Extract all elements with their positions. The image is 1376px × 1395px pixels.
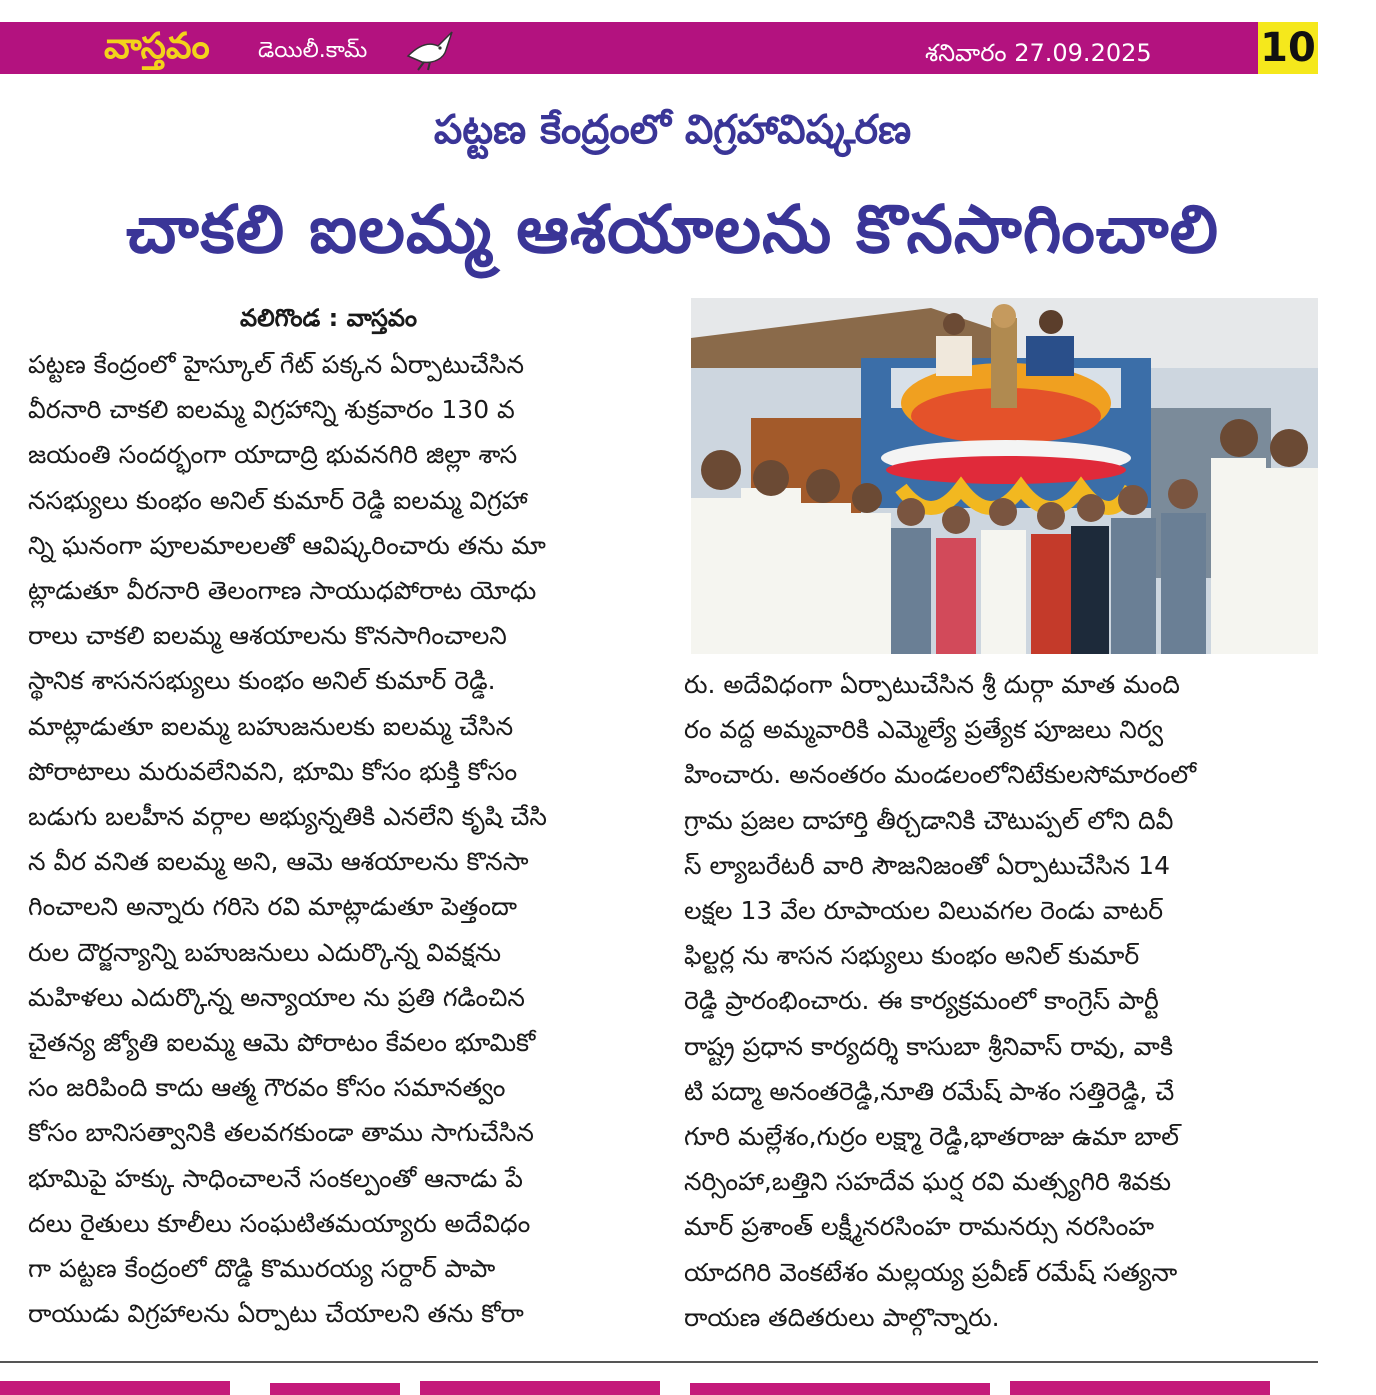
article-text-line: వీరనారి చాకలి ఐలమ్మ విగ్రహాన్ని శుక్రవారం 130 వ: [28, 395, 515, 425]
article-text-line: పోరాటాలు మరువలేనివని, భూమి కోసం భుక్తి కోసం: [28, 756, 518, 786]
article-text-line: హించారు. అనంతరం మండలంలోనిటేకులసోమారంలో: [684, 760, 1197, 790]
masthead-site-name: డెయిలీ.కామ్: [258, 38, 368, 63]
article-text-line: రాలు చాకలి ఐలమ్మ ఆశయాలను కొనసాగించాలని: [28, 621, 507, 651]
article-text-line: యాదగిరి వెంకటేశం మల్లయ్య ప్రవీణ్ రమేష్ సత్యనా: [684, 1257, 1178, 1287]
article-text-line: న్ని ఘనంగా పూలమాలలతో ఆవిష్కరించారు తను మా: [28, 530, 546, 560]
article-text-line: రుల దౌర్జన్యాన్ని బహుజనులు ఎదుర్కొన్న వివక్షను: [28, 937, 502, 967]
article-text-line: మార్ ప్రశాంత్ లక్ష్మీనరసింహ రామనర్సు నరసింహ: [684, 1212, 1155, 1242]
article-text-line: పట్టణ కేంద్రంలో హైస్కూల్ గేట్ పక్కన ఏర్పాటుచేసిన: [28, 350, 525, 379]
article-text-line: మహిళలు ఎదుర్కొన్న అన్యాయాల ను ప్రతి గడించిన: [28, 982, 525, 1012]
article-text-line: లక్షల 13 వేల రూపాయల విలువగల రెండు వాటర్: [684, 896, 1164, 926]
article-text-line: దలు రైతులు కూలీలు సంఘటితమయ్యారు అదేవిధం: [28, 1208, 531, 1238]
article-text-line: రం వద్ద అమ్మవారికి ఎమ్మెల్యే ప్రత్యేక పూజలు నిర్వ: [684, 715, 1164, 745]
section-divider: [0, 1361, 1318, 1363]
article-dateline: వలిగొండ : వాస్తవం: [240, 304, 418, 332]
article-text-line: రాష్ట్ర ప్రధాన కార్యదర్శి కాసుబా శ్రీనివాస్ రావు, వాకి: [684, 1031, 1174, 1061]
issue-date: శనివారం 27.09.2025: [925, 39, 1152, 67]
article-text-line: న వీర వనిత ఐలమ్మ అని, ఆమె ఆశయాలను కొనసా: [28, 847, 529, 877]
article-text-line: గ్రామ ప్రజల దాహార్తి తీర్చడానికి చౌటుప్పల్ లోని దివీ: [684, 805, 1174, 835]
article-text-line: రెడ్డి ప్రారంభించారు. ఈ కార్యక్రమంలో కాంగ్రెస్ పార్టీ: [684, 986, 1159, 1016]
article-text-line: జయంతి సందర్భంగా యాదాద్రి భువనగిరి జిల్లా శాస: [28, 440, 518, 470]
article-text-line: నర్సింహా,బత్తిని సహదేవ ఘర్ష రవి మత్స్యగిరి శివకు: [684, 1167, 1172, 1197]
article-text-line: రు. అదేవిధంగా ఏర్పాటుచేసిన శ్రీ దుర్గా మాత మంది: [684, 670, 1180, 699]
article-text-line: రాయణ తదితరులు పాల్గొన్నారు.: [684, 1302, 1000, 1332]
article-kicker: పట్టణ కేంద్రంలో విగ్రహావిష్కరణ: [433, 107, 912, 153]
article-text-line: సం జరిపింది కాదు ఆత్మ గౌరవం కోసం సమానత్వం: [28, 1073, 506, 1103]
article-text-line: గూరి మల్లేశం,గుర్రం లక్ష్మా రెడ్డి,భాతరాజు ఉమా బాల్: [684, 1122, 1179, 1152]
article-text-line: బడుగు బలహీన వర్గాల అభ్యున్నతికి ఎనలేని కృషి చేసి: [28, 802, 547, 832]
article-column-2: [684, 662, 1316, 1340]
article-text-line: రాయుడు విగ్రహాలను ఏర్పాటు చేయాలని తను కోరా: [28, 1299, 524, 1329]
article-text-line: గించాలని అన్నారు గరిసె రవి మాట్లాడుతూ పెత్తందా: [28, 892, 517, 922]
article-text-line: మాట్లాడుతూ ఐలమ్మ బహుజనులకు ఐలమ్మ చేసిన: [28, 711, 514, 741]
next-headline-cropped: [0, 1375, 1376, 1395]
bird-logo-icon: [404, 26, 456, 72]
article-text-line: టి పద్మా అనంతరెడ్డి,నూతి రమేష్ పాశం సత్తిరెడ్డి, చే: [684, 1076, 1175, 1106]
article-text-line: స్థానిక శాసనసభ్యులు కుంభం అనిల్ కుమార్ రెడ్డి.: [28, 666, 496, 696]
article-text-line: భూమిపై హక్కు సాధించాలనే సంకల్పంతో ఆనాడు పే: [28, 1163, 523, 1193]
article-headline: చాకలి ఐలమ్మ ఆశయాలను కొనసాగించాలి: [126, 191, 1219, 268]
article-text-line: ఫిల్టర్ల ను శాసన సభ్యులు కుంభం అనిల్ కుమార్: [684, 941, 1140, 971]
page-number: 10: [1258, 22, 1318, 74]
article-text-line: గా పట్టణ కేంద్రంలో దొడ్డి కొమురయ్య సర్దార్ పాపా: [28, 1254, 496, 1284]
article-text-line: నసభ్యులు కుంభం అనిల్ కుమార్ రెడ్డి ఐలమ్మ విగ్రహా: [28, 485, 528, 515]
article-column-1: [28, 342, 658, 1336]
article-text-line: ట్లాడుతూ వీరనారి తెలంగాణ సాయుధపోరాట యోధు: [28, 576, 537, 606]
statue-garland-photo-illustration: [691, 298, 1318, 654]
article-text-line: చైతన్య జ్యోతి ఐలమ్మ ఆమె పోరాటం కేవలం భూమికో: [28, 1028, 536, 1058]
event-photo: [691, 298, 1318, 654]
article-text-line: స్ ల్యాబరేటరీ వారి సౌజనిజంతో ఏర్పాటుచేసిన 14: [684, 850, 1170, 880]
article-text-line: కోసం బానిసత్వానికి తలవగకుండా తాము సాగుచేసిన: [28, 1118, 534, 1148]
masthead-logo[interactable]: వాస్తవం: [104, 26, 210, 67]
